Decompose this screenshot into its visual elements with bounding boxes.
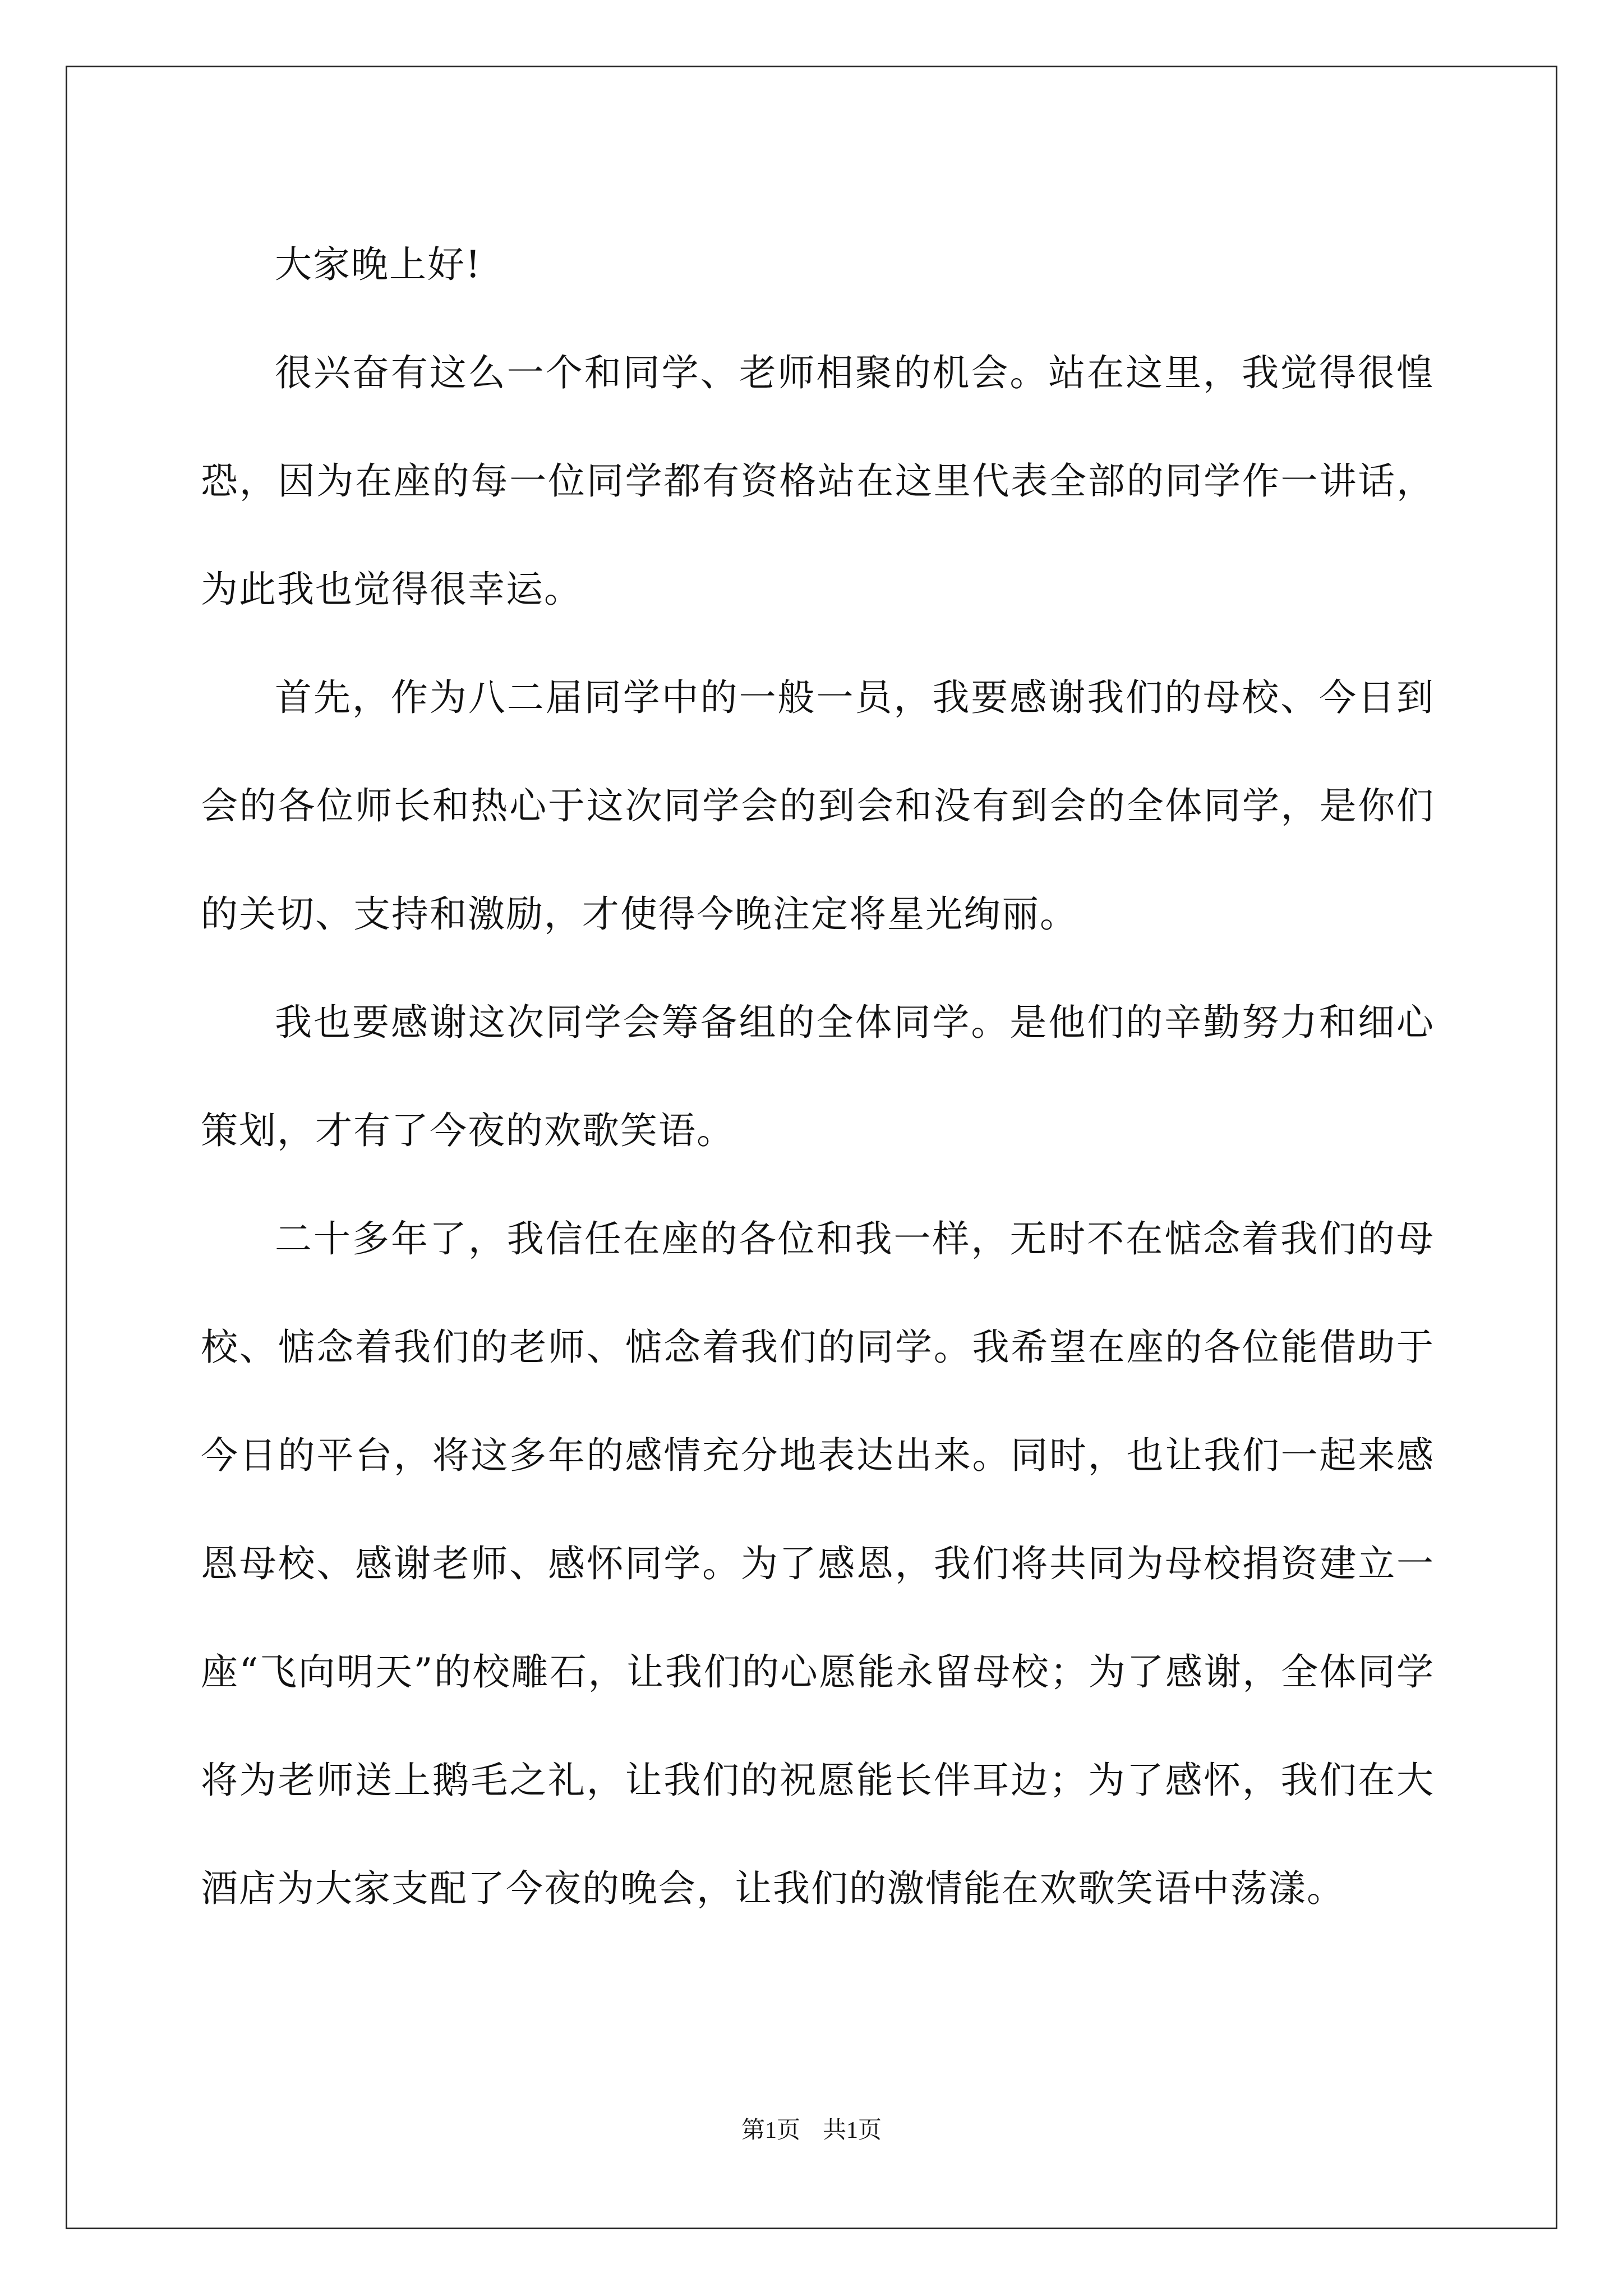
page-number-current: 第1页 xyxy=(741,2118,800,2143)
paragraph-greeting: 大家晚上好! xyxy=(275,243,482,286)
page-number-total: 共1页 xyxy=(823,2118,882,2143)
paragraph-3: 我也要感谢这次同学会筹备组的全体同学。是他们的辛勤努力和细心策划，才有了今夜的欢歌笑语。 xyxy=(201,1001,1435,1152)
paragraph-4: 二十多年了，我信任在座的各位和我一样，无时不在惦念着我们的母校、惦念着我们的老师、惦念着我们的同学。我希望在座的各位能借助于今日的平台，将这多年的感情充分地表达出来。同时，也让我们一起来感恩母校、感谢老师、感怀同学。为了感恩，我们将共同为母校捐资建立一座“飞向明天”的校雕石，让我们的心愿能永留母校；为了感谢，全体同学将为老师送上鹅毛之礼，让我们的祝愿能长伴耳边；为了感怀，我们在大酒店为大家支配了今夜的晚会，让我们的激情能在欢歌笑语中荡漾。 xyxy=(201,1217,1435,1910)
document-body xyxy=(201,210,1435,1943)
page-footer xyxy=(0,2114,1623,2147)
paragraph-2: 首先，作为八二届同学中的一般一员，我要感谢我们的母校、今日到会的各位师长和热心于这次同学会的到会和没有到会的全体同学，是你们的关切、支持和激励，才使得今晚注定将星光绚丽。 xyxy=(201,676,1435,936)
paragraph-1: 很兴奋有这么一个和同学、老师相聚的机会。站在这里，我觉得很惶恐，因为在座的每一位同学都有资格站在这里代表全部的同学作一讲话，为此我也觉得很幸运。 xyxy=(201,351,1435,611)
